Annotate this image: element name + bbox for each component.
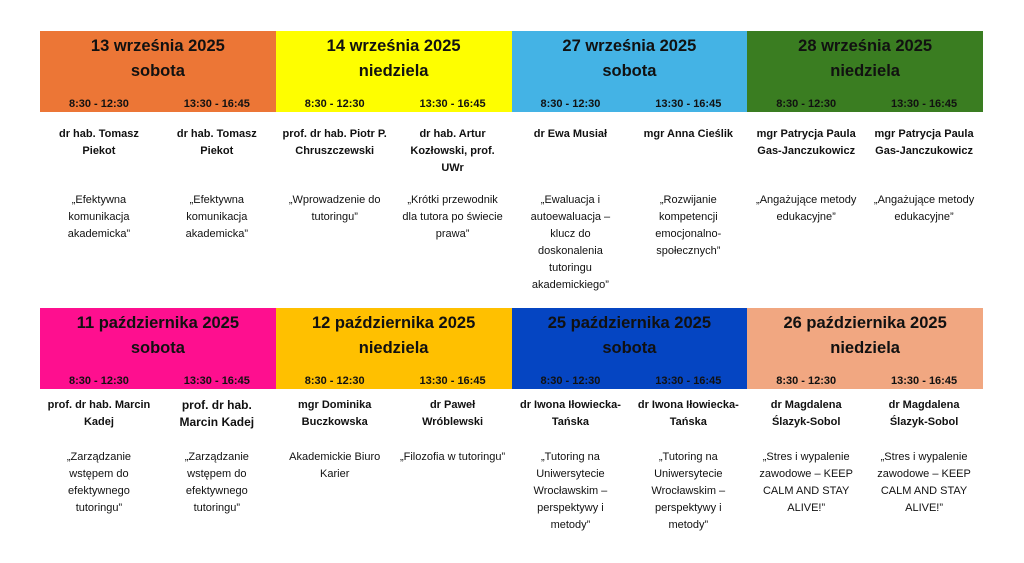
session-topic: „Tutoring na Uniwersytecie Wrocławskim – perspektywy i metody” <box>533 451 608 531</box>
day-weekday: sobota <box>602 339 657 357</box>
session-time: 13:30 - 16:45 <box>891 98 958 110</box>
schedule-row-october <box>40 308 983 534</box>
session <box>747 112 865 226</box>
day-weekday: niedziela <box>830 339 900 357</box>
day-weekday: sobota <box>130 339 185 357</box>
session-topic: „Krótki przewodnik dla tutora po świecie prawa” <box>402 194 503 240</box>
day-date: 12 października 2025 <box>311 314 476 332</box>
session <box>629 112 747 294</box>
session-topic: „Zarządzanie wstępem do efektywnego tutoringu” <box>66 451 132 514</box>
session-time: 8:30 - 12:30 <box>776 375 837 387</box>
session <box>865 389 983 517</box>
day-weekday: niedziela <box>830 62 900 80</box>
speaker-name: dr Iwona Iłowiecka-Tańska <box>520 399 621 428</box>
day-weekday: niedziela <box>358 62 429 80</box>
session <box>40 389 158 517</box>
day-header <box>40 308 276 389</box>
speaker-name: mgr Dominika Buczkowska <box>298 399 372 428</box>
day-date: 13 września 2025 <box>90 37 225 55</box>
day-date: 26 października 2025 <box>783 314 947 332</box>
session-time: 8:30 - 12:30 <box>304 98 365 110</box>
session-topic: „Efektywna komunikacja akademicka” <box>67 194 131 240</box>
session-topic: „Angażujące metody edukacyjne” <box>756 194 857 223</box>
day-card <box>512 31 748 294</box>
day-card <box>512 308 748 534</box>
session <box>276 389 394 483</box>
session-time: 13:30 - 16:45 <box>419 98 486 110</box>
speaker-name: dr Iwona Iłowiecka-Tańska <box>637 399 739 428</box>
session-time: 8:30 - 12:30 <box>540 375 601 387</box>
session-time: 8:30 - 12:30 <box>540 98 601 110</box>
session <box>747 389 865 517</box>
session-topic: Akademickie Biuro Karier <box>289 451 381 480</box>
session <box>394 389 512 483</box>
day-weekday: niedziela <box>358 339 429 357</box>
day-header <box>40 31 276 112</box>
speaker-name: dr Ewa Musiał <box>533 128 608 140</box>
session-time: 13:30 - 16:45 <box>655 375 722 387</box>
day-card <box>40 308 276 534</box>
session-topic: „Filozofia w tutoringu” <box>399 451 506 463</box>
session <box>276 112 394 243</box>
speaker-name: prof. dr hab. Piotr P. Chruszczewski <box>282 128 387 157</box>
day-card <box>40 31 276 294</box>
speaker-name: dr hab. Tomasz Piekot <box>59 128 139 157</box>
speaker-name: dr Magdalena Ślazyk-Sobol <box>888 399 960 428</box>
day-card <box>747 308 983 534</box>
day-date: 14 września 2025 <box>326 37 461 55</box>
speaker-name: mgr Patrycja Paula Gas-Janczukowicz <box>756 128 856 157</box>
session <box>512 112 630 294</box>
session <box>512 389 630 534</box>
session-topic: „Rozwijanie kompetencji emocjonalno-społecznych” <box>655 194 722 257</box>
session-time: 8:30 - 12:30 <box>304 375 365 387</box>
speaker-name: dr Paweł Wróblewski <box>422 399 484 428</box>
day-date: 28 września 2025 <box>798 37 933 55</box>
speaker-name: dr hab. Artur Kozłowski, prof. UWr <box>410 128 495 174</box>
session-time: 8:30 - 12:30 <box>68 375 129 387</box>
session <box>158 112 276 243</box>
session-time: 13:30 - 16:45 <box>183 98 250 110</box>
session <box>629 389 747 534</box>
session <box>40 112 158 243</box>
speaker-name: prof. dr hab. Marcin Kadej <box>47 399 151 428</box>
session-topic: „Stres i wypalenie zawodowe – KEEP CALM AND STAY ALIVE!” <box>759 451 853 514</box>
schedule-row-september <box>40 31 983 294</box>
session <box>394 112 512 243</box>
session-topic: „Ewaluacja i autoewaluacja – klucz do doskonalenia tutoringu akademickiego” <box>530 194 611 291</box>
session-time: 13:30 - 16:45 <box>419 375 486 387</box>
day-card <box>276 308 512 534</box>
speaker-name: mgr Patrycja Paula Gas-Janczukowicz <box>874 128 974 157</box>
day-date: 11 października 2025 <box>76 314 240 332</box>
day-date: 27 września 2025 <box>562 37 697 55</box>
day-card <box>276 31 512 294</box>
day-header <box>512 308 748 389</box>
day-weekday: sobota <box>602 62 657 80</box>
session-topic: „Stres i wypalenie zawodowe – KEEP CALM AND STAY ALIVE!” <box>877 451 971 514</box>
day-header <box>747 31 983 112</box>
speaker-name: mgr Anna Cieślik <box>643 128 734 140</box>
day-weekday: sobota <box>130 62 185 80</box>
speaker-name: dr Magdalena Ślazyk-Sobol <box>770 399 842 428</box>
session-topic: „Efektywna komunikacja akademicka” <box>185 194 248 240</box>
session-time: 13:30 - 16:45 <box>891 375 958 387</box>
day-header <box>747 308 983 389</box>
session-time: 8:30 - 12:30 <box>776 98 837 110</box>
day-date: 25 października 2025 <box>547 314 711 332</box>
session-topic: „Wprowadzenie do tutoringu” <box>288 194 381 223</box>
speaker-name: prof. dr hab. Marcin Kadej <box>179 398 255 429</box>
session <box>865 112 983 226</box>
session-topic: „Tutoring na Uniwersytecie Wrocławskim – perspektywy i metody” <box>651 451 726 531</box>
session-topic: „Angażujące metody edukacyjne” <box>873 194 975 223</box>
session-time: 13:30 - 16:45 <box>183 375 250 387</box>
session <box>158 389 276 517</box>
session-topic: „Zarządzanie wstępem do efektywnego tutoringu” <box>184 451 249 514</box>
day-card <box>747 31 983 294</box>
day-header <box>276 308 512 389</box>
session-time: 8:30 - 12:30 <box>68 98 129 110</box>
day-header <box>512 31 748 112</box>
day-header <box>276 31 512 112</box>
session-time: 13:30 - 16:45 <box>655 98 722 110</box>
speaker-name: dr hab. Tomasz Piekot <box>176 128 257 157</box>
